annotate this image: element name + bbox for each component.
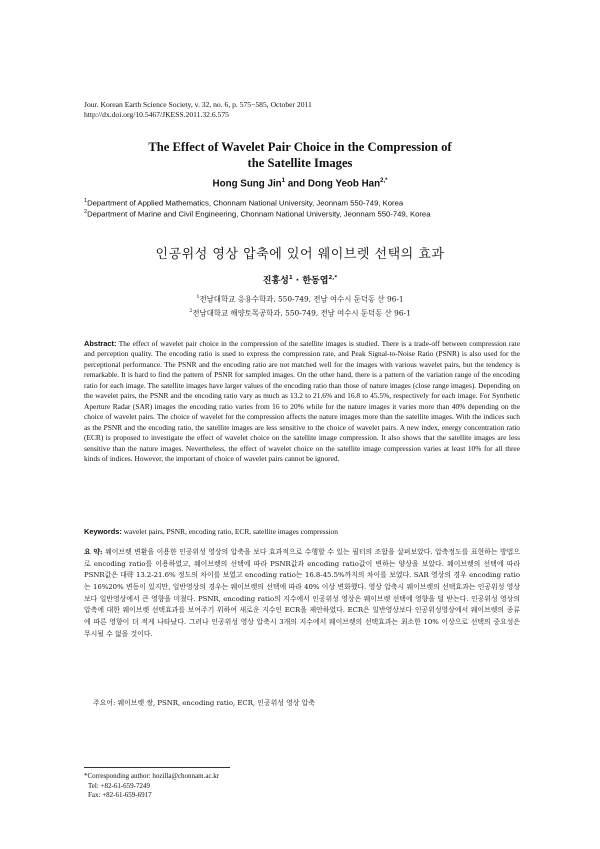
footnote-divider bbox=[84, 767, 230, 768]
affiliation-2 bbox=[84, 207, 524, 220]
korean-keywords bbox=[93, 697, 523, 707]
keywords-label: Keywords: bbox=[84, 527, 122, 536]
title-line-1: The Effect of Wavelet Pair Choice in the Compression of bbox=[148, 140, 452, 154]
korean-title: 인공위성 영상 압축에 있어 웨이브렛 선택의 효과 bbox=[155, 247, 445, 262]
abstract-text: The effect of wavelet pair choice in the compression of the satellite images is studied. There is a trade-off between compression rate and perception quality. The encoding ratio is used to express the compression rate, and Peak Signal-to-Noise Ratio (PSNR) is also used for the perceptional performance. The PSNR and the encoding ratio are not matched well for the images with various wavelet pairs, but the tendency is remarkable. It is hard to find the pattern of PSNR for sampled images. On the other hand, there is a pattern of the variation range of the encoding ratio for each image. The satellite images have larger values of the encoding ratio than those of nature images (close range images). Depending on the wavelet pairs, the PSNR and the encoding ratio vary as much as 13.2 to 21.6% and 16.8 to 45.5%, respectively for each image. For Synthetic Aperture Radar (SAR) images the encoding ratio varies from 16 to 20% while for the nature images it varies more than 40% depending on the choice of wavelet pairs. The choice of wavelet for the compression affects the nature images more than the satellite images. With the indices such as the PSNR and the encoding ratio, the satellite images are less sensitive to the choice of wavelet pairs. A new index, energy concentration ratio (ECR) is proposed to investigate the effect of wavelet choice on the satellite image compression. It also shows that the satellite images are less sensitive than the nature images. Nevertheless, the effect of wavelet choice on the satellite image compression varies at least 10% for all three kinds of indices. However, the important of choice of wavelet pairs cannot be ignored. bbox=[84, 339, 520, 463]
keywords-text: wavelet pairs, PSNR, encoding ratio, ECR, satellite images compression bbox=[123, 527, 338, 536]
journal-citation: Jour. Korean Earth Science Society, v. 32, no. 6, p. 575−585, October 2011 bbox=[84, 100, 312, 109]
author-affil-mark: 1 bbox=[281, 178, 285, 184]
korean-abstract-text: 웨이브렛 변환을 이용한 인공위성 영상의 압축을 보다 효과적으로 수행할 수 있는 필터의 조합을 살펴보았다. 압축정도를 표현하는 방법으로 encoding ratio를 이용하였고, 웨이브렛의 선택에 따라 PSNR값과 encoding ratio값이 변하는 양상을 보았다. 웨이브렛의 선택에 따라 PSNR값은 대략 13.2-21.6% 정도의 차이를 보였고 encoding ratio는 16.8-45.5%까지의 차이를 보였다. SAR 영상의 경우 encoding ratio는 16%20% 변동이 있지만, 일반영상의 경우는 웨이브렛의 선택에 따라 40% 이상 변화했다. 영상 압축시 웨이브렛의 선택효과는 인공위성 영상보다 일반영상에서 큰 영향을 미쳤다. PSNR, encoding ratio의 지수에서 인공위성 영상은 웨이브렛 선택에 영향을 덜 받는다. 인공위성 영상의 압축에 대한 웨이브렛 선택효과를 보여주기 위하여 새로운 지수인 ECR을 제안하였다. ECR은 일반영상보다 인공위성영상에서 웨이브렛의 종류에 따른 영향이 더 적게 나타났다. 그러나 인공위성 영상 압축시 3개의 지수에서 웨이브렛의 선택효과는 최소한 10% 이상으로 선택의 중요성은 무시될 수 없을 것이다. bbox=[84, 548, 520, 638]
journal-doi[interactable]: http://dx.doi.org/10.5467/JKESS.2011.32.6.575 bbox=[84, 110, 229, 119]
korean-author-name: 한동엽 bbox=[302, 276, 329, 286]
author-list bbox=[60, 178, 540, 189]
abstract bbox=[84, 339, 520, 464]
korean-keywords-text: 웨이브렛 쌍, PSNR, encoding ratio, ECR, 인공위성 영상 압축 bbox=[117, 699, 315, 707]
author-conjunction: and bbox=[287, 178, 306, 190]
abstract-label: Abstract: bbox=[84, 339, 117, 348]
affiliation-mark: 2 bbox=[84, 209, 88, 215]
telephone: Tel: +82-61-659-7249 bbox=[88, 781, 150, 790]
affiliation-text: 전남대학교 해양토목공학과, 550-749, 전남 여수시 둔덕동 산 96-1 bbox=[192, 308, 411, 318]
affiliation-text: Department of Marine and Civil Engineering, Chonnam National University, Jeonnam 550-749, Korea bbox=[87, 209, 431, 219]
korean-author-list bbox=[60, 273, 540, 286]
fax: Fax: +82-61-659-6917 bbox=[88, 791, 152, 800]
author-affil-mark: 2,* bbox=[328, 275, 338, 281]
corresponding-mark: * bbox=[385, 178, 388, 184]
affiliation-text: Department of Applied Mathematics, Chonnam National University, Jeonnam 550-749, Korea bbox=[87, 198, 404, 208]
korean-affiliation-2 bbox=[60, 306, 540, 318]
affiliation-text: 전남대학교 응용수학과, 550-749, 전남 여수시 둔덕동 산 96-1 bbox=[199, 294, 404, 304]
title-line-2: the Satellite Images bbox=[247, 156, 353, 170]
author-name: Hong Sung Jin bbox=[212, 178, 282, 190]
korean-abstract bbox=[84, 547, 520, 640]
affiliation-mark: 1 bbox=[84, 198, 88, 204]
affiliation-mark: 2 bbox=[189, 308, 193, 314]
keywords bbox=[84, 527, 520, 536]
author-affil-mark: 2,* bbox=[380, 178, 388, 184]
affiliation-mark: 1 bbox=[196, 294, 200, 300]
author-separator: · bbox=[295, 276, 300, 286]
korean-abstract-label: 요 약: bbox=[84, 548, 103, 556]
corresponding-author: *Corresponding author: hozilla@chonnam.ac.kr bbox=[84, 772, 220, 780]
author-affil-mark: 1 bbox=[288, 275, 293, 281]
korean-author-name: 진홍성 bbox=[262, 276, 289, 286]
correspondence-footnote bbox=[84, 772, 384, 801]
author-name: Dong Yeob Han bbox=[307, 178, 381, 190]
journal-header bbox=[84, 100, 524, 120]
paper-title bbox=[60, 139, 540, 171]
korean-keywords-label: 주요어: bbox=[93, 699, 116, 707]
korean-affiliation-1 bbox=[60, 292, 540, 304]
